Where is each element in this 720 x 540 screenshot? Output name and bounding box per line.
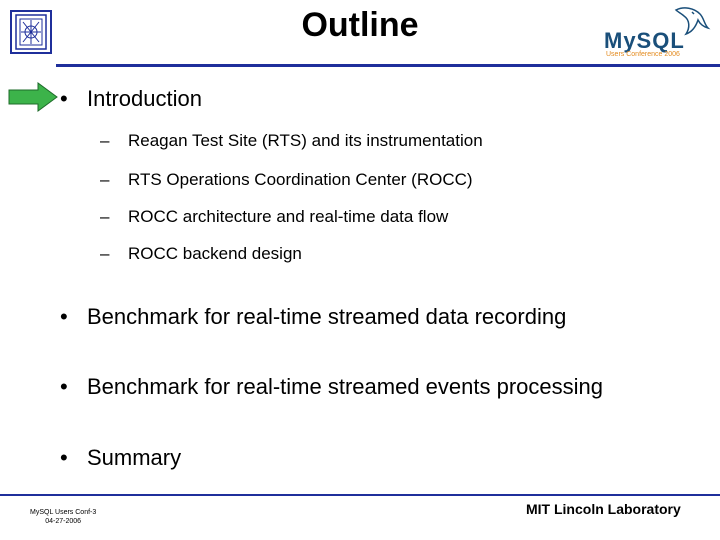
item-text: ROCC architecture and real-time data flow	[128, 207, 449, 226]
mysql-subtitle: Users Conference 2006	[606, 51, 680, 58]
footer-meta	[30, 508, 96, 526]
bullet: •	[60, 374, 68, 399]
item-text: Benchmark for real-time streamed events processing	[87, 374, 603, 399]
item-text: Summary	[87, 445, 182, 470]
footer-date: 04-27-2006	[45, 518, 82, 525]
right-arrow-icon	[8, 82, 58, 112]
title-divider	[56, 64, 720, 67]
footer-conference: MySQL Users Conf-3	[30, 509, 97, 516]
mysql-logo	[596, 4, 720, 60]
bullet: –	[100, 207, 110, 226]
bullet: –	[100, 244, 110, 263]
bullet: –	[100, 131, 110, 150]
item-text: ROCC backend design	[128, 244, 302, 263]
bullet: •	[60, 304, 68, 329]
slide-title: Outline	[301, 6, 419, 44]
item-text: Introduction	[87, 86, 202, 111]
item-text: Benchmark for real-time streamed data recording	[87, 304, 567, 329]
footer-divider	[0, 494, 720, 496]
item-text: Reagan Test Site (RTS) and its instrumentation	[128, 131, 483, 150]
mysql-wordmark: MySQL	[604, 28, 685, 53]
item-text: RTS Operations Coordination Center (ROCC)	[128, 170, 473, 189]
bullet: •	[60, 445, 68, 470]
footer-organization: MIT Lincoln Laboratory	[526, 501, 681, 517]
bullet: •	[60, 86, 68, 111]
bullet: –	[100, 170, 110, 189]
